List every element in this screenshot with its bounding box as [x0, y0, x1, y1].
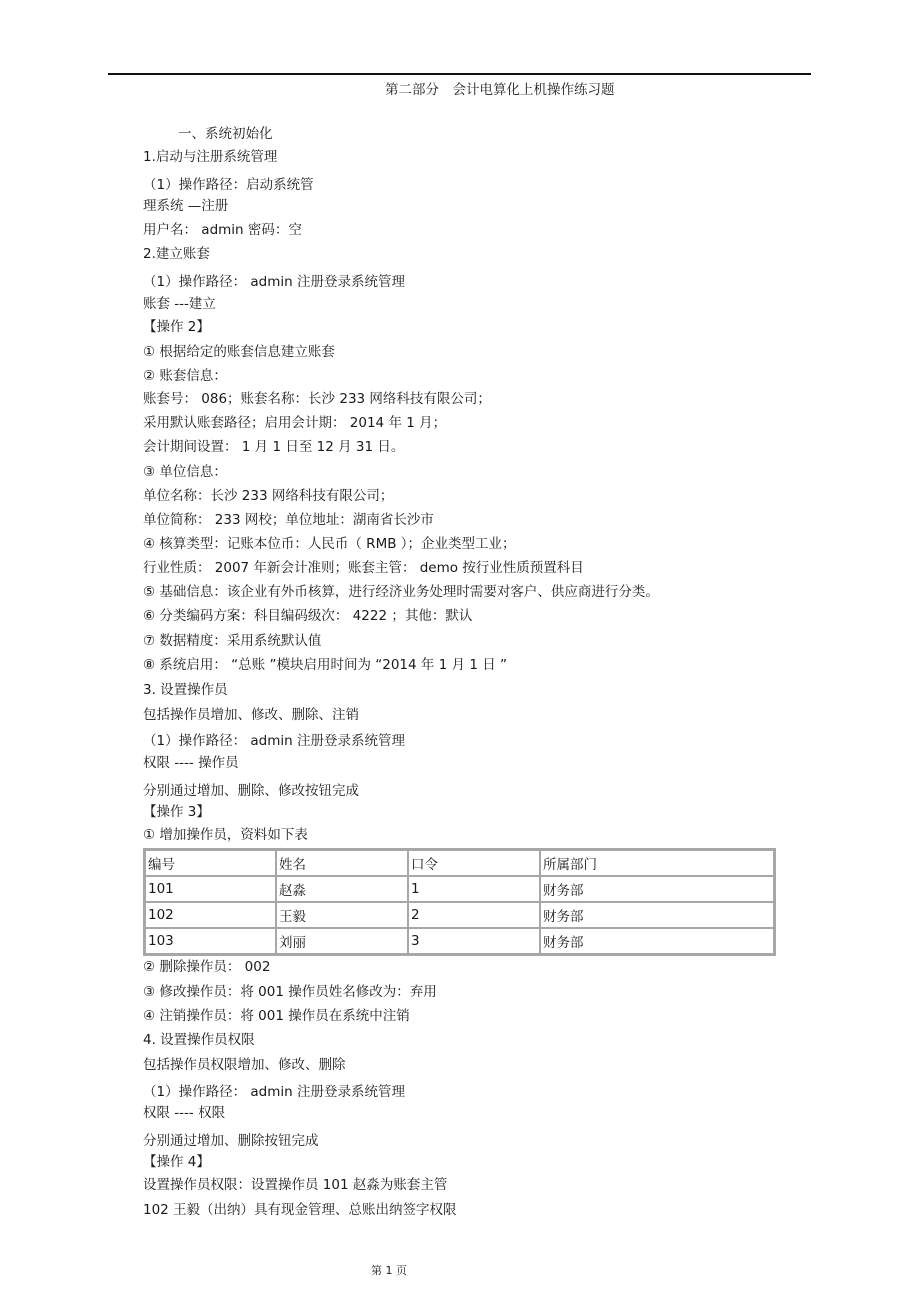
- operation-label: 【操作 4】: [143, 1154, 210, 1170]
- table-header-cell: 姓名: [276, 850, 408, 876]
- text-line: 单位名称：长沙 233 网络科技有限公司；: [143, 488, 394, 504]
- text-line: （1）操作路径： admin 注册登录系统管理: [143, 1084, 405, 1100]
- text-line: 单位简称： 233 网校；单位地址：湖南省长沙市: [143, 512, 434, 528]
- table-row: [145, 928, 774, 954]
- section-heading: 一、系统初始化: [178, 126, 273, 142]
- table-cell: 王毅: [276, 902, 408, 928]
- text-line: （1）操作路径： admin 注册登录系统管理: [143, 274, 405, 290]
- table-cell: 103: [145, 928, 276, 954]
- table-cell: 101: [145, 876, 276, 902]
- text-line: ④ 注销操作员：将 001 操作员在系统中注销: [143, 1008, 410, 1024]
- text-line: （1）操作路径： admin 注册登录系统管理: [143, 733, 405, 749]
- table-row: [145, 876, 774, 902]
- text-line: ④ 核算类型：记账本位币：人民币（ RMB ）；企业类型工业；: [143, 536, 516, 552]
- subsection-heading: 3. 设置操作员: [143, 682, 228, 698]
- table-cell: 3: [408, 928, 540, 954]
- text-line: 分别通过增加、删除、修改按钮完成: [143, 783, 359, 799]
- text-line: ② 删除操作员： 002: [143, 959, 271, 975]
- table-cell: 财务部: [540, 902, 774, 928]
- table-cell: 1: [408, 876, 540, 902]
- text-line: ⑦ 数据精度：采用系统默认值: [143, 633, 322, 649]
- text-line: ⑧ 系统启用： “总账 ”模块启用时间为 “2014 年 1 月 1 日 ”: [143, 657, 508, 673]
- subsection-heading: 1.启动与注册系统管理: [143, 149, 278, 165]
- text-line: 账套 ---建立: [143, 296, 216, 312]
- table-header-cell: 编号: [145, 850, 276, 876]
- text-line: 会计期间设置： 1 月 1 日至 12 月 31 日。: [143, 439, 405, 455]
- table-cell: 刘丽: [276, 928, 408, 954]
- text-line: （1）操作路径：启动系统管: [143, 177, 314, 193]
- table-cell: 赵淼: [276, 876, 408, 902]
- table-cell: 财务部: [540, 928, 774, 954]
- text-line: 分别通过增加、删除按钮完成: [143, 1133, 319, 1149]
- table-header-cell: 所属部门: [540, 850, 774, 876]
- text-line: 102 王毅（出纳）具有现金管理、总账出纳签字权限: [143, 1202, 457, 1218]
- operation-label: 【操作 2】: [143, 319, 210, 335]
- text-line: 权限 ---- 操作员: [143, 755, 239, 771]
- text-line: ⑥ 分类编码方案：科目编码级次： 4222 ；其他：默认: [143, 608, 473, 624]
- text-line: 用户名： admin 密码：空: [143, 222, 302, 238]
- text-line: 包括操作员权限增加、修改、删除: [143, 1057, 346, 1073]
- text-line: 采用默认账套路径；启用会计期： 2014 年 1 月；: [143, 415, 447, 431]
- header-rule: [108, 73, 811, 75]
- table-header-cell: 口令: [408, 850, 540, 876]
- table-header-row: [145, 850, 774, 876]
- text-line: ② 账套信息：: [143, 368, 227, 384]
- text-line: ① 增加操作员，资料如下表: [143, 827, 308, 843]
- text-line: ③ 修改操作员：将 001 操作员姓名修改为：弃用: [143, 984, 437, 1000]
- table-cell: 财务部: [540, 876, 774, 902]
- text-line: 账套号： 086；账套名称：长沙 233 网络科技有限公司；: [143, 391, 491, 407]
- text-line: 行业性质： 2007 年新会计准则；账套主管： demo 按行业性质预置科目: [143, 560, 584, 576]
- text-line: 设置操作员权限：设置操作员 101 赵淼为账套主管: [143, 1177, 448, 1193]
- page-number: 第 1 页: [371, 1264, 407, 1277]
- text-line: ① 根据给定的账套信息建立账套: [143, 344, 335, 360]
- page-title: 第二部分 会计电算化上机操作练习题: [385, 82, 615, 98]
- text-line: ⑤ 基础信息：该企业有外币核算，进行经济业务处理时需要对客户、供应商进行分类。: [143, 584, 659, 600]
- operator-table: [143, 848, 776, 956]
- operation-label: 【操作 3】: [143, 804, 210, 820]
- table-cell: 102: [145, 902, 276, 928]
- table-row: [145, 902, 774, 928]
- subsection-heading: 2.建立账套: [143, 246, 210, 262]
- text-line: 权限 ---- 权限: [143, 1105, 226, 1121]
- subsection-heading: 4. 设置操作员权限: [143, 1032, 255, 1048]
- text-line: 包括操作员增加、修改、删除、注销: [143, 707, 359, 723]
- table-cell: 2: [408, 902, 540, 928]
- text-line: ③ 单位信息：: [143, 464, 227, 480]
- text-line: 理系统 —注册: [143, 198, 229, 214]
